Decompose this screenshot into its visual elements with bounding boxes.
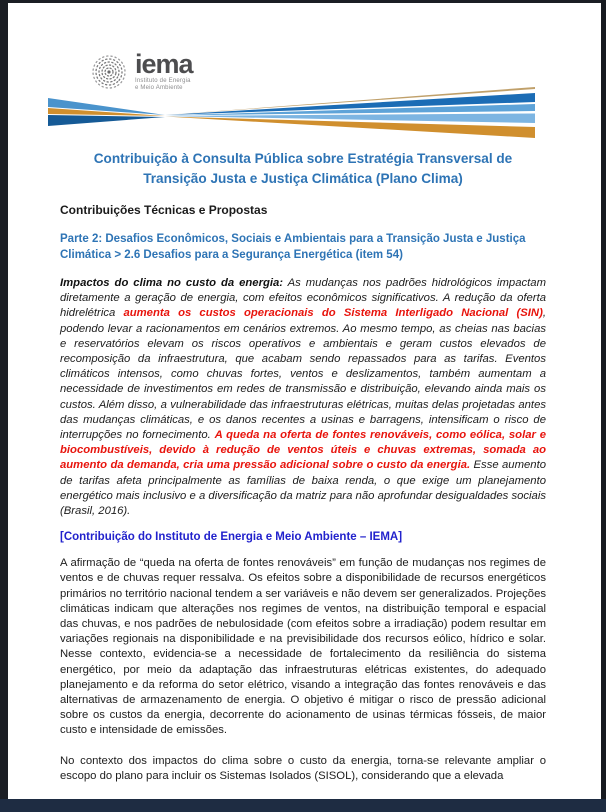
impacts-segment-2: , podendo levar a racionamentos em cenários extremos. Ao mesmo tempo, as cheias nas bacias e reservatórios elevam os riscos operativos e ambientais e geram custos elevados de recomposição da infraestrutura, que acabam sendo repassados para as tarifas. Eventos climáticos intensos, como chuvas fortes, ventos e deslizamentos, também aumentam a necessidade de investimentos em redes de transmissão e distribuição, elevando ainda mais os custos. Além disso, a vulnerabilidade das infraestruturas elétricas, muitas delas projetadas antes das mudanças climáticas, e os danos recentes a usinas e barragens, intensificam o risco de interrupções no fornecimento. [60, 307, 546, 442]
viewer-bottom-bar [0, 799, 606, 812]
impacts-segment-3: Esse aumento de tarifas afeta principalmente as famílias de baixa renda, o que exige um planejamento energético mais inclusivo e a diversificação da matriz para não aprofundar desigualdades sociais (Brasil, 2016). [60, 459, 546, 518]
contribution-paragraph: A afirmação de “queda na oferta de fontes renováveis” em função de mudanças nos regimes de ventos e de chuvas requer ressalva. Os efeitos sobre a disponibilidade de recursos energéticos primários no território nacional tendem a ser variáveis e não devem ser generalizados. Projeções climáticas indicam que alterações nos regimes de ventos, na distribuição temporal e espacial das chuvas, e nos padrões de nebulosidade (com efeitos sobre a irradiação) podem resultar em variações regionais na disponibilidade e na previsibilidade dos recursos eólico, hídrico e solar. Nesse contexto, evidencia-se a necessidade de fortalecimento da resiliência do sistema energético, por meio da adaptação das infraestruturas elétricas existentes, do adequado planejamento e da reforma do setor elétrico, visando a integração das fontes renováveis e das alternativas de armazenamento de energia. O objetivo é mitigar o risco de pressão adicional sobre os custos da energia, decorrente do acionamento de usinas térmicas fósseis, de maior custo e intensidade de emissões. [60, 557, 547, 737]
sisol-context-paragraph: No contexto dos impactos do clima sobre o custo da energia, torna-se relevante ampliar o escopo do plano para incluir os Sistemas Isolados (SISOL), considerando que a elevada [60, 754, 546, 782]
technical-contributions-heading: Contribuições Técnicas e Propostas [60, 203, 268, 217]
viewer-right-edge [601, 0, 606, 812]
iema-contribution-heading: [Contribuição do Instituto de Energia e Meio Ambiente – IEMA] [60, 531, 403, 544]
logo-brand: iema [135, 49, 193, 79]
document-title: Contribuição à Consulta Pública sobre Estratégia Transversal de Transição Justa e Justiça Climática (Plano Clima) [93, 151, 513, 186]
header-ribbon-graphic [48, 85, 540, 141]
document-page [8, 3, 601, 799]
impacts-red-highlight-1: aumenta os custos operacionais do Sistema Interligado Nacional (SIN) [123, 307, 543, 320]
part2-section-heading: Parte 2: Desafios Econômicos, Sociais e Ambientais para a Transição Justa e Justiça Climática > 2.6 Desafios para a Segurança Energética (item 54) [60, 233, 526, 261]
document-content [8, 149, 601, 784]
impacts-segment-1: As mudanças nos padrões hidrológicos impactam diretamente a geração de energia, com efeitos econômicos significativos. A redução da oferta hidrelétrica [60, 277, 546, 320]
impacts-paragraph [60, 276, 546, 519]
logo-subtitle: Instituto de Energia e Meio Ambiente [135, 78, 191, 91]
impacts-red-highlight-2: A queda na oferta de fontes renováveis, como eólica, solar e biocombustíveis, devido à redução de ventos úteis e chuvas extremas, somada ao aumento da demanda, cria uma pressão adicional sobre o custo da energia. [60, 429, 546, 472]
impacts-lead-label: Impactos do clima no custo da energia: [60, 277, 284, 289]
